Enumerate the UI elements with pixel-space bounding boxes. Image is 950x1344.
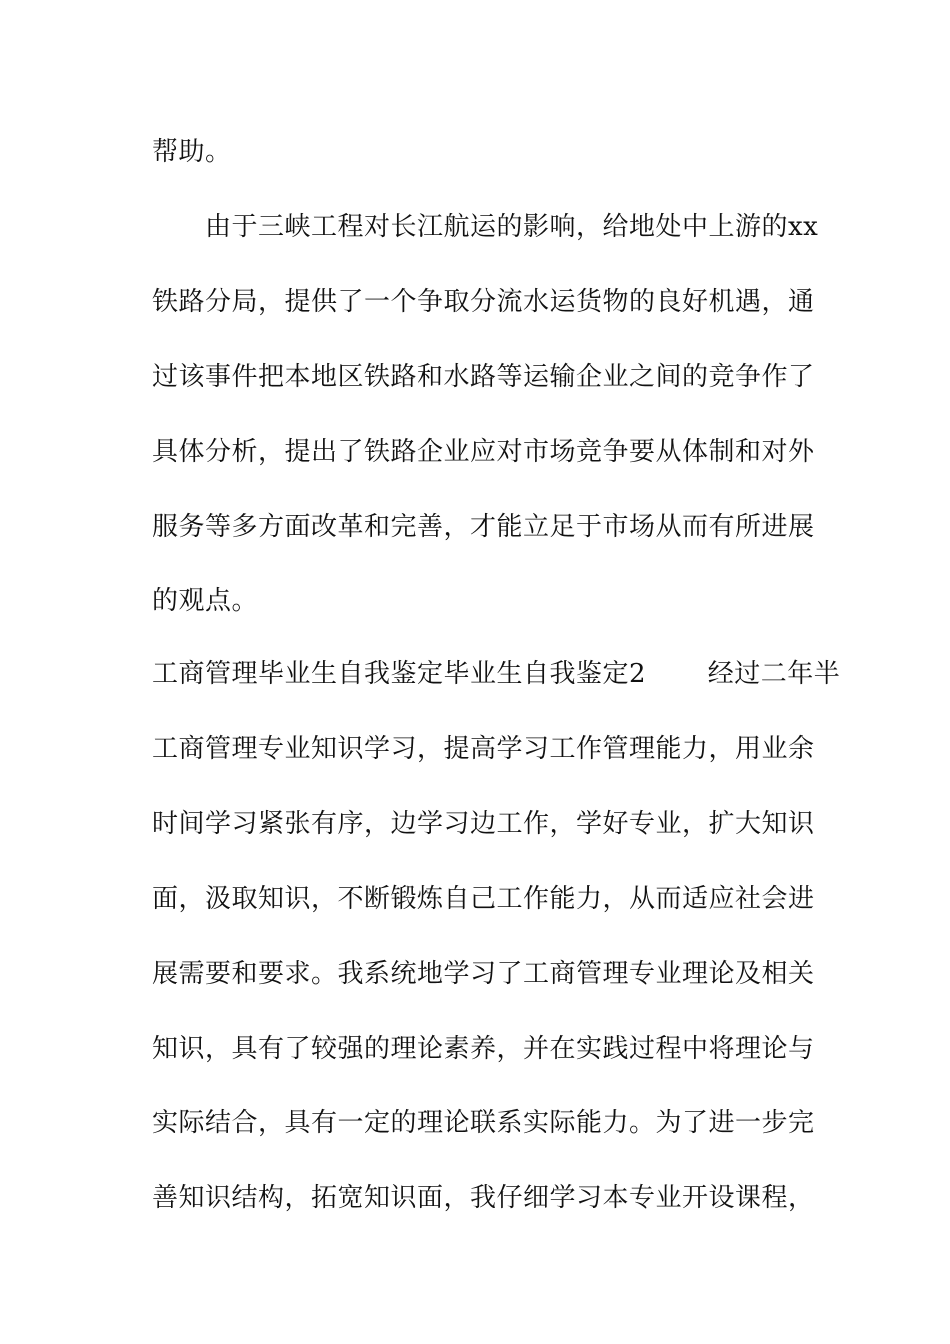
text-line: 铁路分局，提供了一个争取分流水运货物的良好机遇，通 (152, 287, 815, 317)
text-line: 实际结合，具有一定的理论联系实际能力。为了进一步完 (152, 1108, 815, 1138)
text-line: 帮助。 (152, 137, 232, 167)
text-line: 知识，具有了较强的理论素养，并在实践过程中将理论与 (152, 1034, 815, 1064)
text-line: 时间学习紧张有序，边学习边工作，学好专业，扩大知识 (152, 809, 815, 839)
text-line: 过该事件把本地区铁路和水路等运输企业之间的竞争作了 (152, 362, 815, 392)
text-line: 展需要和要求。我系统地学习了工商管理专业理论及相关 (152, 959, 815, 989)
text-line: 具体分析，提出了铁路企业应对市场竞争要从体制和对外 (152, 437, 815, 467)
text-line: 的观点。 (152, 586, 259, 616)
text-line: 工商管理毕业生自我鉴定毕业生自我鉴定2 经过二年半 (152, 659, 841, 689)
text-line: 服务等多方面改革和完善，才能立足于市场从而有所进展 (152, 512, 815, 542)
text-line: 面，汲取知识，不断锻炼自己工作能力，从而适应社会进 (152, 884, 815, 914)
text-line: 善知识结构，拓宽知识面，我仔细学习本专业开设课程， (152, 1183, 815, 1213)
text-line: 由于三峡工程对长江航运的影响，给地处中上游的xx (152, 212, 819, 242)
text-line: 工商管理专业知识学习，提高学习工作管理能力，用业余 (152, 734, 815, 764)
